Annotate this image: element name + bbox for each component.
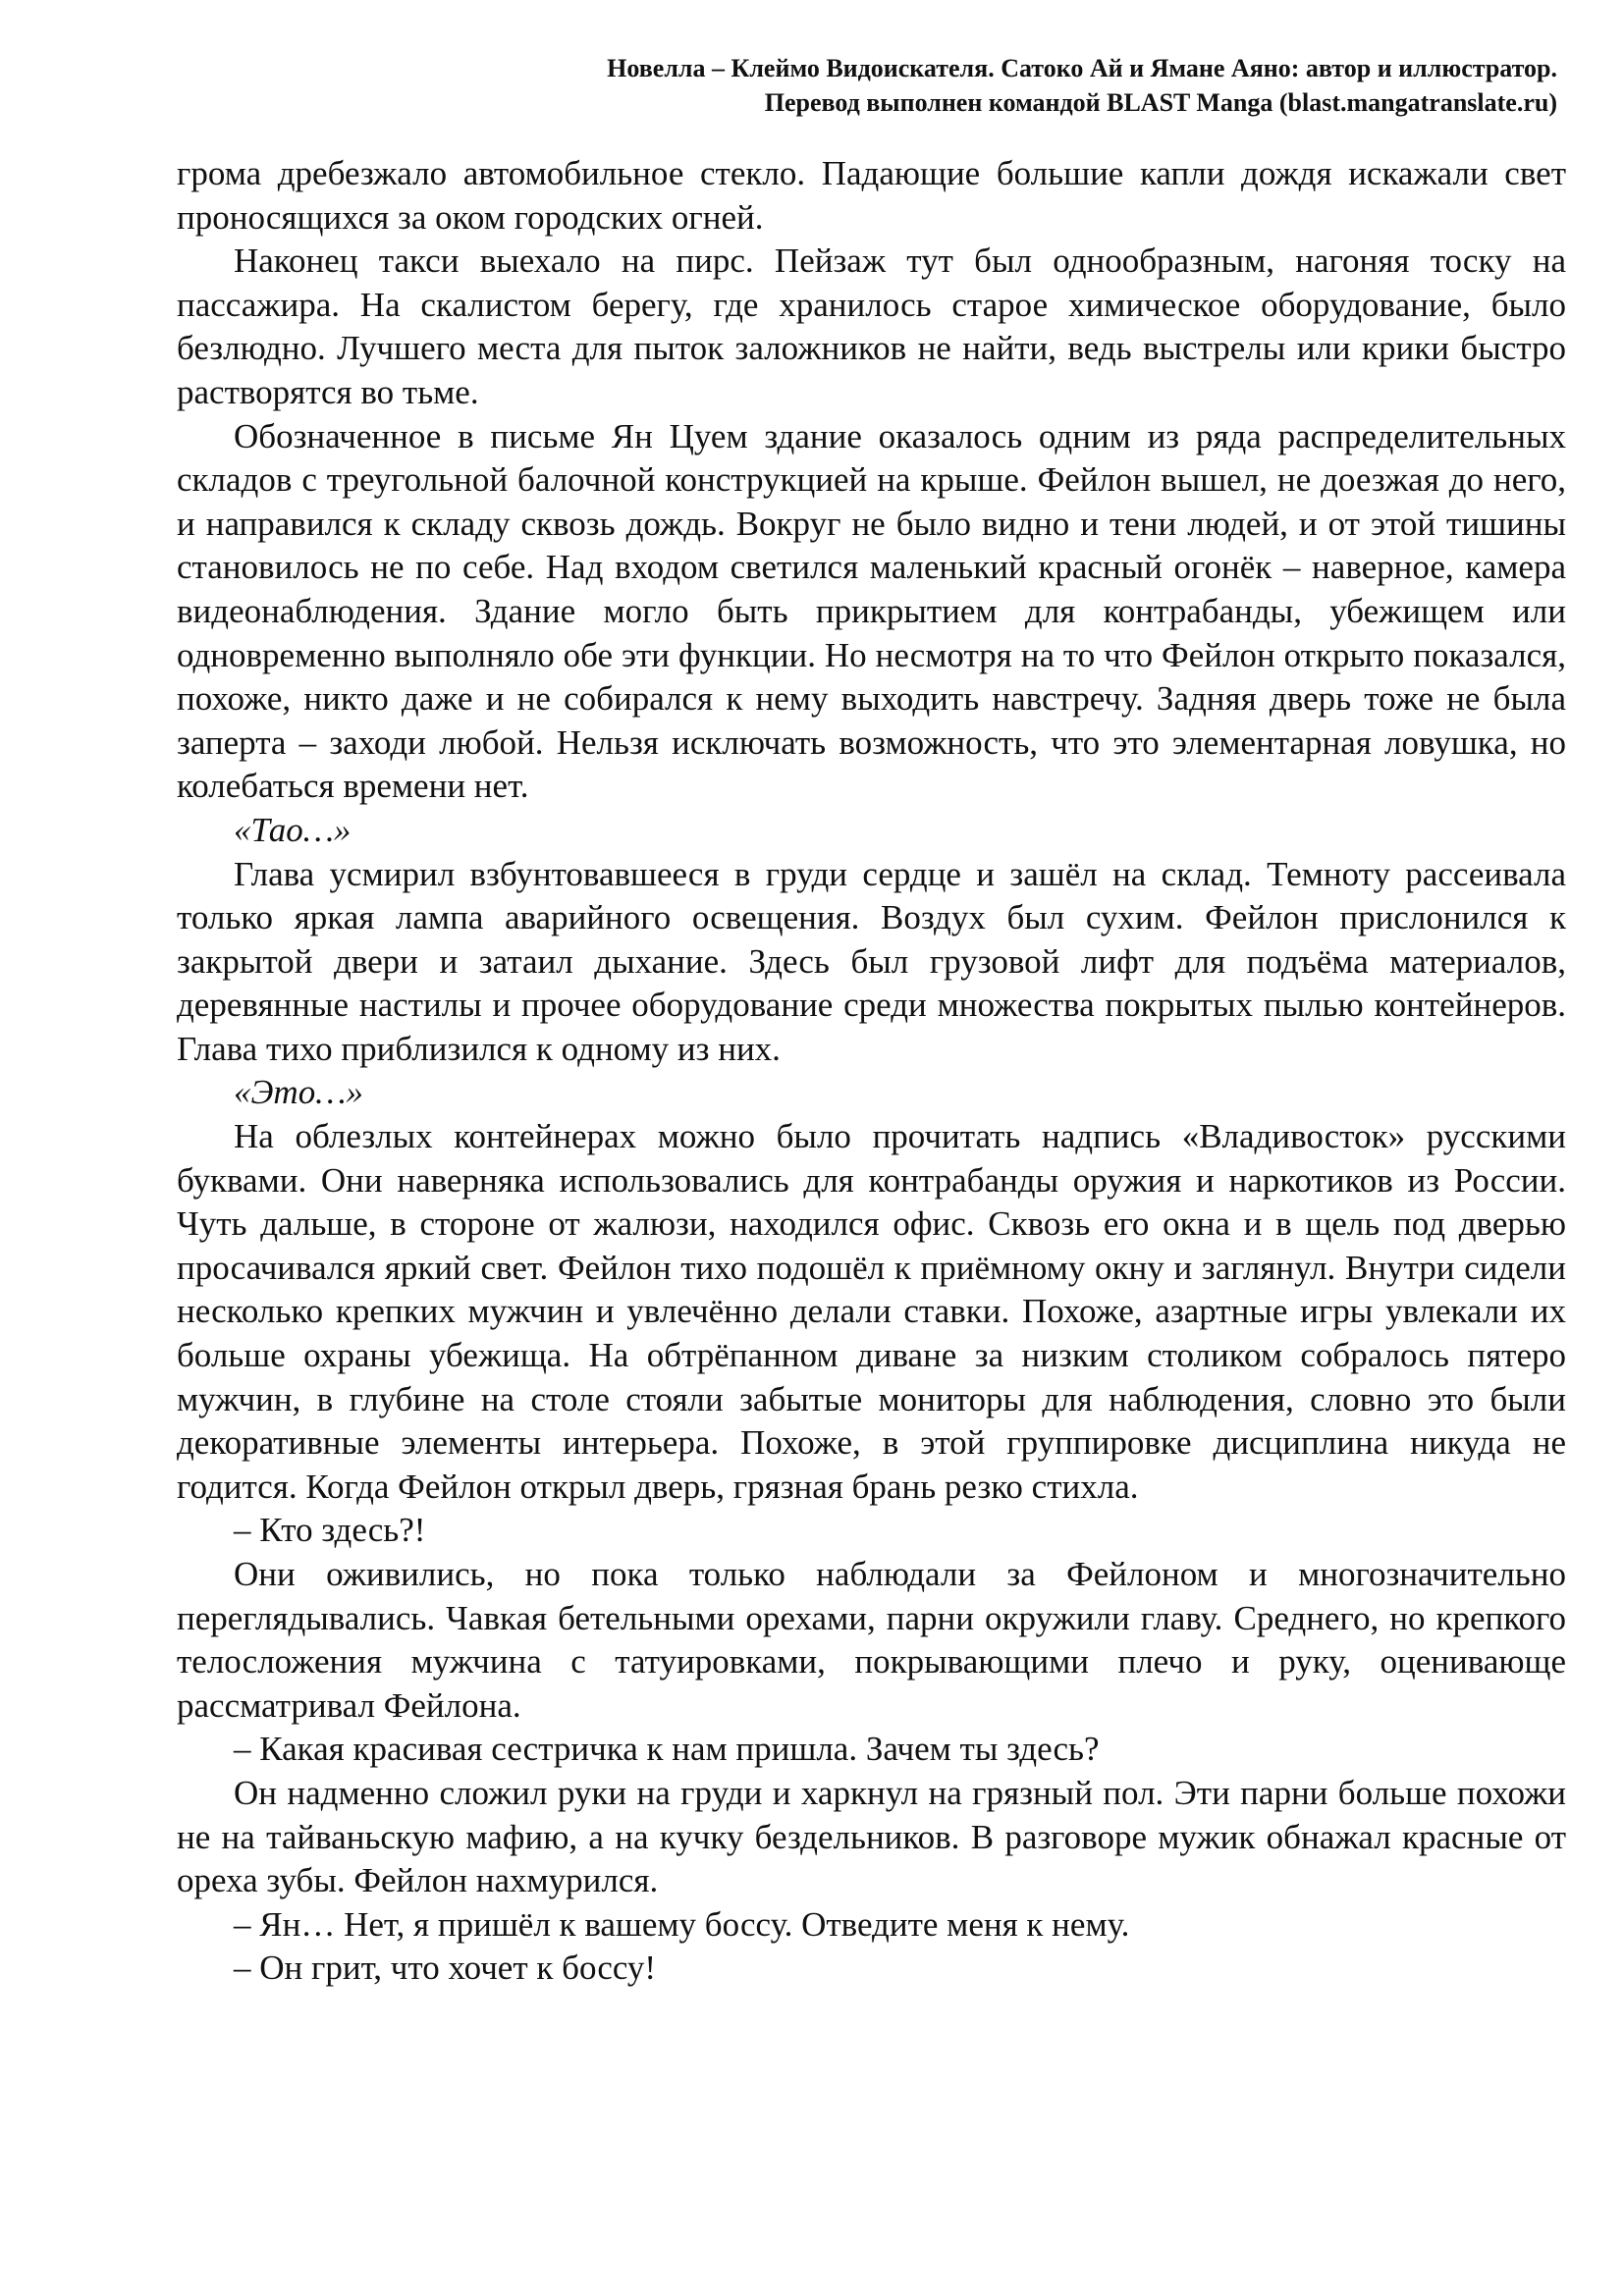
- dialogue-line: – Какая красивая сестричка к нам пришла. Зачем ты здесь?: [234, 1730, 1100, 1769]
- paragraph: Глава усмирил взбунтовавшееся в груди сердце и зашёл на склад. Темноту рассеивала только яркая лампа аварийного освещения. Воздух был сухим. Фейлон прислонился к закрытой двери и затаил дыхание. Здесь был грузовой лифт для подъёма материалов, деревянные настилы и прочее оборудование среди множества покрытых пылью контейнеров. Глава тихо приблизился к одному из них.: [177, 854, 1566, 1068]
- body-text: [177, 152, 1566, 1991]
- page-header: [607, 51, 1557, 120]
- paragraph: Он надменно сложил руки на груди и харкнул на грязный пол. Эти парни больше похожи не на тайваньскую мафию, а на кучку бездельников. В разговоре мужик обнажал красные от ореха зубы. Фейлон нахмурился.: [177, 1773, 1566, 1900]
- paragraph: грома дребезжало автомобильное стекло. Падающие большие капли дождя искажали свет проносящихся за оком городских огней.: [177, 154, 1566, 237]
- paragraph: Наконец такси выехало на пирс. Пейзаж тут был однообразным, нагоняя тоску на пассажира. На скалистом берегу, где хранилось старое химическое оборудование, было безлюдно. Лучшего места для пыток заложников не найти, ведь выстрелы или крики быстро растворятся во тьме.: [177, 241, 1566, 411]
- thought-line: «Это…»: [234, 1073, 363, 1112]
- paragraph: На облезлых контейнерах можно было прочитать надпись «Владивосток» русскими буквами. Они наверняка использовались для контрабанды оружия и наркотиков из России. Чуть дальше, в стороне от жалюзи, находился офис. Сквозь его окна и в щель под дверью просачивался яркий свет. Фейлон тихо подошёл к приёмному окну и заглянул. Внутри сидели несколько крепких мужчин и увлечённо делали ставки. Похоже, азартные игры увлекали их больше охраны убежища. На обтрёпанном диване за низким столиком собралось пятеро мужчин, в глубине на столе стояли забытые мониторы для наблюдения, словно это были декоративные элементы интерьера. Похоже, в этой группировке дисциплина никуда не годится. Когда Фейлон открыл дверь, грязная брань резко стихла.: [177, 1117, 1566, 1506]
- paragraph: Обозначенное в письме Ян Цуем здание оказалось одним из ряда распределительных складов с треугольной балочной конструкцией на крыше. Фейлон вышел, не доезжая до него, и направился к складу сквозь дождь. Вокруг не было видно и тени людей, и от этой тишины становилось не по себе. Над входом светился маленький красный огонёк – наверное, камера видеонаблюдения. Здание могло быть прикрытием для контрабанды, убежищем или одновременно выполняло обе эти функции. Но несмотря на то что Фейлон открыто показался, похоже, никто даже и не собирался к нему выходить навстречу. Задняя дверь тоже не была заперта – заходи любой. Нельзя исключать возможность, что это элементарная ловушка, но колебаться времени нет.: [177, 416, 1566, 806]
- dialogue-line: – Кто здесь?!: [234, 1511, 426, 1550]
- dialogue-line: – Он грит, что хочет к боссу!: [234, 1949, 657, 1988]
- thought-line: «Тао…»: [234, 810, 352, 849]
- paragraph: Они оживились, но пока только наблюдали за Фейлоном и многозначительно переглядывались. Чавкая бетельными орехами, парни окружили главу. Среднего, но крепкого телосложения мужчина с татуировками, покрывающими плечо и руку, оценивающе рассматривал Фейлона.: [177, 1555, 1566, 1725]
- header-credit-line: Перевод выполнен командой BLAST Manga (blast.mangatranslate.ru): [764, 88, 1557, 117]
- dialogue-line: – Ян… Нет, я пришёл к вашему боссу. Отведите меня к нему.: [234, 1904, 1130, 1944]
- header-title-line: Новелла – Клеймо Видоискателя. Сатоко Ай и Ямане Аяно: автор и иллюстратор.: [607, 54, 1557, 82]
